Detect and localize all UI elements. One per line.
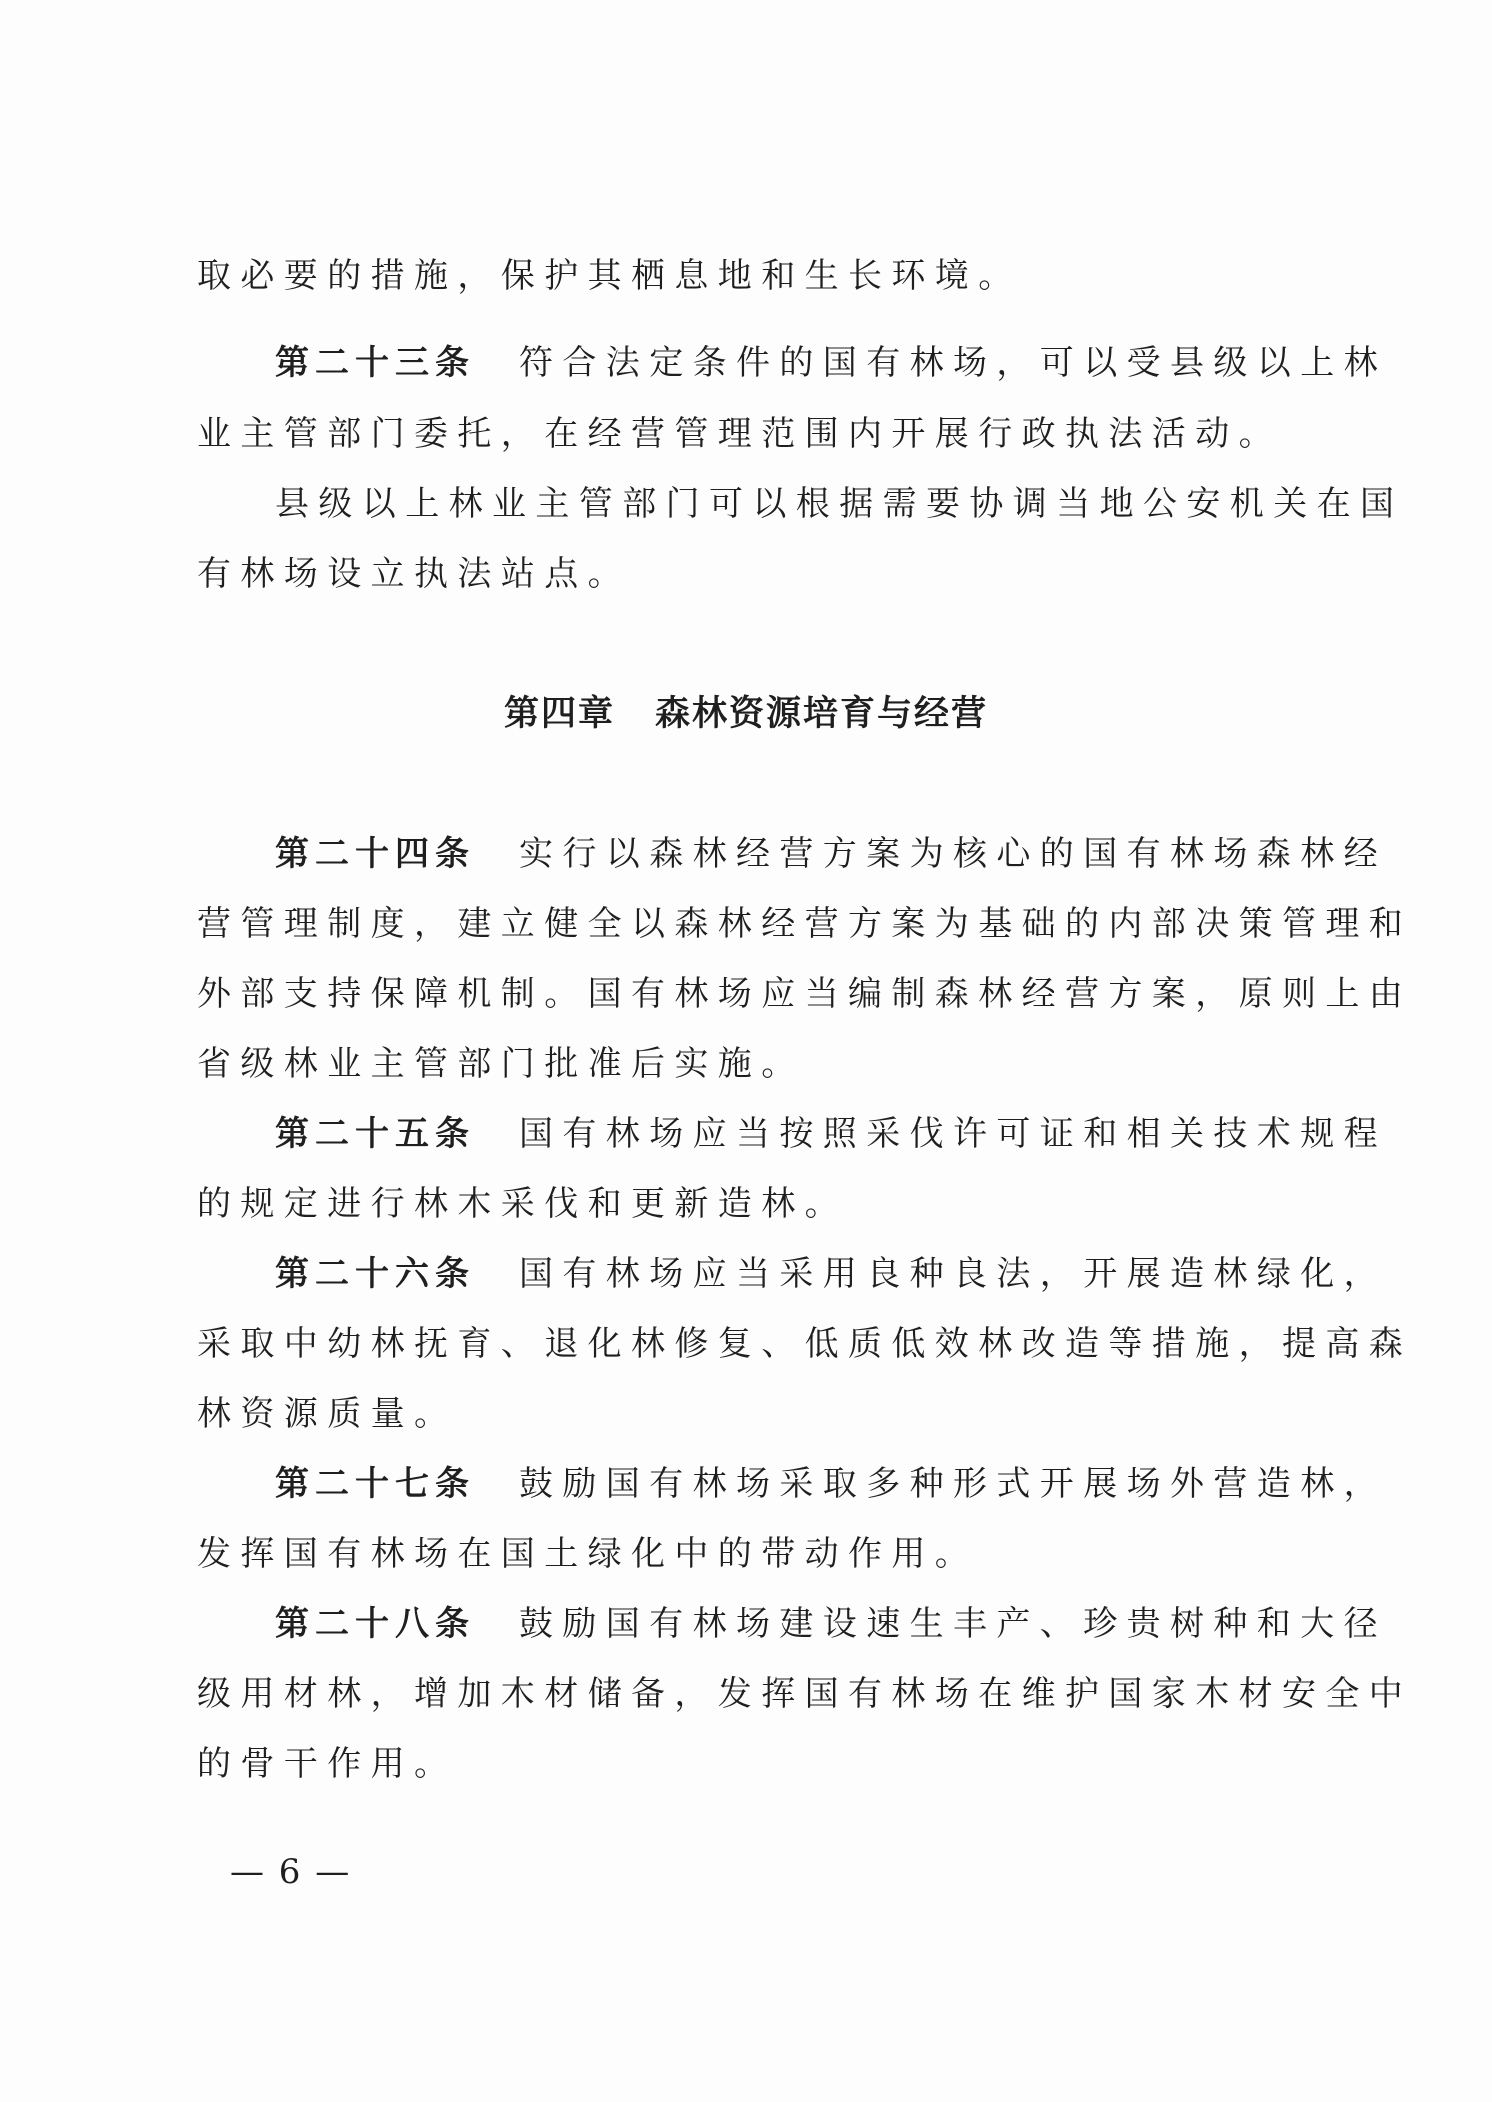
article-25-line-1 (275, 1112, 1387, 1156)
text: 营管理制度，建立健全以森林经营方案为基础的内部决策管理和 (197, 904, 1413, 944)
text-line (197, 412, 1282, 456)
article-26-text: 国有林场应当采用良种良法，开展造林绿化， (519, 1254, 1387, 1294)
text: 林资源质量。 (197, 1394, 458, 1434)
chapter-number: 第四章 (503, 694, 615, 734)
article-23-text: 符合法定条件的国有林场，可以受县级以上林 (519, 343, 1387, 383)
article-27-text: 鼓励国有林场采取多种形式开展场外营造林， (519, 1464, 1387, 1504)
text: 县级以上林业主管部门可以根据需要协调当地公安机关在国 (275, 484, 1404, 524)
text-line (197, 1392, 457, 1436)
text: 业主管部门委托，在经营管理范围内开展行政执法活动。 (197, 414, 1282, 454)
text: 外部支持保障机制。国有林场应当编制森林经营方案，原则上由 (197, 974, 1413, 1014)
text-line (197, 1182, 848, 1226)
article-26-line-1 (275, 1252, 1387, 1296)
article-25-title: 第二十五条 (275, 1114, 475, 1154)
article-26-title: 第二十六条 (275, 1254, 475, 1294)
text: 采取中幼林抚育、退化林修复、低质低效林改造等措施，提高森 (197, 1324, 1413, 1364)
text-line (197, 1672, 1412, 1716)
article-28-line-1 (275, 1602, 1387, 1646)
text-line (197, 1742, 457, 1786)
chapter-title: 森林资源培育与经营 (655, 694, 989, 734)
text-line (197, 1322, 1412, 1366)
text: 的骨干作用。 (197, 1744, 458, 1784)
text-line (197, 972, 1412, 1016)
article-23-line-1 (275, 341, 1387, 385)
text: 取必要的措施，保护其栖息地和生长环境。 (197, 256, 1022, 296)
article-24-text: 实行以森林经营方案为核心的国有林场森林经 (519, 834, 1387, 874)
article-28-text: 鼓励国有林场建设速生丰产、珍贵树种和大径 (519, 1604, 1387, 1644)
text: 省级林业主管部门批准后实施。 (197, 1044, 805, 1084)
article-24-title: 第二十四条 (275, 834, 475, 874)
article-24-line-1 (275, 832, 1387, 876)
text-line (275, 482, 1403, 526)
text: 发挥国有林场在国土绿化中的带动作用。 (197, 1534, 979, 1574)
page-number: — 6 — (230, 1852, 352, 1892)
chapter-heading (0, 692, 1492, 736)
article-25-text: 国有林场应当按照采伐许可证和相关技术规程 (519, 1114, 1387, 1154)
text-line (197, 1042, 805, 1086)
text-line (197, 902, 1412, 946)
text-line (197, 1532, 978, 1576)
text-line (197, 552, 631, 596)
article-27-line-1 (275, 1462, 1387, 1506)
article-23-title: 第二十三条 (275, 343, 475, 383)
article-27-title: 第二十七条 (275, 1464, 475, 1504)
text: 有林场设立执法站点。 (197, 554, 631, 594)
text: 的规定进行林木采伐和更新造林。 (197, 1184, 848, 1224)
text: 级用材林，增加木材储备，发挥国有林场在维护国家木材安全中 (197, 1674, 1413, 1714)
text-line (197, 254, 1022, 298)
article-28-title: 第二十八条 (275, 1604, 475, 1644)
